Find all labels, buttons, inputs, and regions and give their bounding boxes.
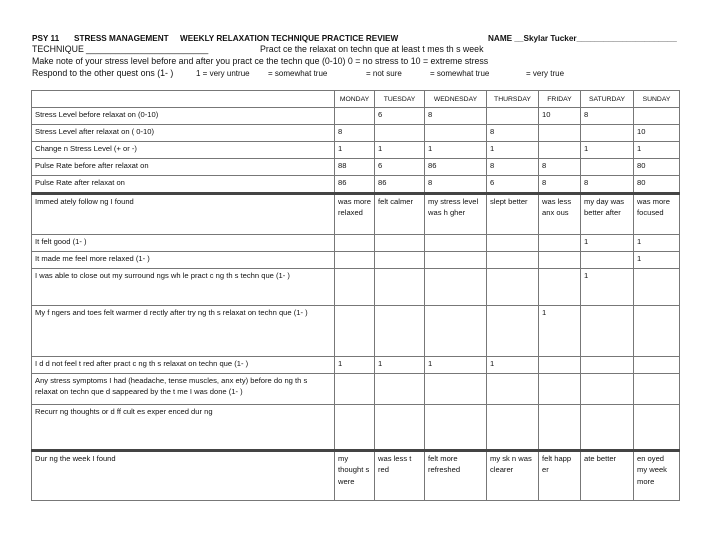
day-cell[interactable]: 10 [634,125,680,142]
day-cell[interactable] [375,306,425,357]
table-row [32,125,680,142]
row-label: I d d not feel t red after pract c ng th s relaxat on techn que (1- ) [32,357,335,374]
table-row [32,142,680,159]
day-header: TUESDAY [375,91,425,108]
form-title: WEEKLY RELAXATION TECHNIQUE PRACTICE REVIEW [180,34,399,43]
row-label: It made me feel more relaxed (1- ) [32,252,335,269]
day-cell[interactable] [425,125,487,142]
scale-4: = somewhat true [430,69,490,78]
day-cell[interactable] [425,235,487,252]
row-label: Stress Level after relaxat on ( 0-10) [32,125,335,142]
day-cell[interactable]: 8 [335,125,375,142]
day-cell[interactable]: 1 [539,306,581,357]
day-cell[interactable] [581,357,634,374]
day-cell[interactable]: 8 [425,176,487,194]
day-cell[interactable]: 86 [335,176,375,194]
day-cell[interactable] [539,374,581,405]
day-cell[interactable] [581,252,634,269]
day-cell[interactable]: 1 [487,142,539,159]
row-label: Any stress symptoms I had (headache, tense muscles, anx ety) before do ng th s relaxat on techn que d sappeared by the t me I was done (1- ) [32,374,335,405]
row-label: I was able to close out my surround ngs wh le pract c ng th s techn que (1- ) [32,269,335,306]
day-cell[interactable] [487,405,539,451]
row-label: Immed ately follow ng I found [32,194,335,235]
day-cell[interactable] [634,108,680,125]
table-row [32,306,680,357]
row-label: It felt good (1- ) [32,235,335,252]
table-row [32,176,680,194]
day-cell[interactable]: 1 [335,142,375,159]
day-cell[interactable]: 8 [581,176,634,194]
day-cell[interactable] [335,306,375,357]
row-label: My f ngers and toes felt warmer d rectly after try ng th s relaxat on techn que (1- ) [32,306,335,357]
table-row [32,194,680,235]
day-cell[interactable]: 86 [425,159,487,176]
day-cell[interactable] [375,125,425,142]
day-cell[interactable] [539,252,581,269]
day-cell[interactable]: 6 [375,159,425,176]
day-cell[interactable] [375,405,425,451]
day-cell[interactable]: 1 [375,142,425,159]
day-cell[interactable] [581,374,634,405]
day-cell[interactable]: 1 [634,142,680,159]
day-cell[interactable] [335,269,375,306]
day-cell[interactable] [335,235,375,252]
scale-1: 1 = very untrue [196,69,250,78]
day-cell[interactable] [487,252,539,269]
day-cell[interactable] [634,269,680,306]
scale-3: = not sure [366,69,402,78]
name-field[interactable]: NAME __Skylar Tucker______________________ [488,34,677,43]
day-cell[interactable]: 6 [375,108,425,125]
day-header-row [32,91,680,108]
table-row [32,252,680,269]
instruction-respond: Respond to the other quest ons (1- ) [32,68,174,78]
day-cell[interactable]: my day was better after [581,194,634,235]
day-cell[interactable]: my stress level was h gher [425,194,487,235]
day-cell[interactable]: felt calmer [375,194,425,235]
day-cell[interactable] [539,405,581,451]
day-cell[interactable] [487,306,539,357]
scale-2: = somewhat true [268,69,328,78]
day-cell[interactable]: en oyed my week more [634,451,680,501]
day-cell[interactable]: 8 [539,159,581,176]
day-cell[interactable]: 8 [425,108,487,125]
day-cell[interactable] [425,306,487,357]
day-cell[interactable]: 6 [487,176,539,194]
day-cell[interactable]: 1 [425,142,487,159]
day-header: SUNDAY [634,91,680,108]
day-cell[interactable]: 8 [581,108,634,125]
day-cell[interactable] [335,405,375,451]
table-row [32,374,680,405]
day-cell[interactable]: 8 [487,159,539,176]
day-cell[interactable] [581,405,634,451]
day-cell[interactable] [487,108,539,125]
day-cell[interactable]: 1 [634,252,680,269]
row-label: Dur ng the week I found [32,451,335,501]
instruction-stress: Make note of your stress level before and after you pract ce the techn que (0-10) 0 = no stress to 10 = extreme stress [32,56,489,66]
day-cell[interactable] [539,235,581,252]
day-cell[interactable] [581,125,634,142]
day-header: MONDAY [335,91,375,108]
topic-title: STRESS MANAGEMENT [74,34,169,43]
scale-5: = very true [526,69,565,78]
row-label: Change n Stress Level (+ or -) [32,142,335,159]
day-cell[interactable]: 1 [581,142,634,159]
table-row [32,405,680,451]
day-cell[interactable]: ate better [581,451,634,501]
day-cell[interactable]: 80 [634,159,680,176]
day-cell[interactable]: 88 [335,159,375,176]
day-cell[interactable] [581,159,634,176]
day-cell[interactable]: was more focused [634,194,680,235]
day-cell[interactable]: 1 [581,235,634,252]
day-cell[interactable] [634,306,680,357]
day-cell[interactable] [425,269,487,306]
day-header: FRIDAY [539,91,581,108]
day-header: SATURDAY [581,91,634,108]
day-cell[interactable]: 1 [487,357,539,374]
row-label: Pulse Rate before after relaxat on [32,159,335,176]
day-cell[interactable]: was less anx ous [539,194,581,235]
technique-label: TECHNIQUE [32,44,84,54]
day-cell[interactable] [487,235,539,252]
day-cell[interactable]: was more relaxed [335,194,375,235]
day-cell[interactable]: felt more refreshed [425,451,487,501]
day-cell[interactable]: 80 [634,176,680,194]
day-cell[interactable]: felt happ er [539,451,581,501]
table-row [32,357,680,374]
day-cell[interactable] [335,374,375,405]
row-label: Recurr ng thoughts or d ff cult es exper enced dur ng [32,405,335,451]
day-cell[interactable] [539,269,581,306]
day-header: WEDNESDAY [425,91,487,108]
day-cell[interactable] [425,252,487,269]
day-cell[interactable] [335,108,375,125]
table-row [32,235,680,252]
table-row [32,108,680,125]
day-cell[interactable] [335,252,375,269]
day-cell[interactable] [539,125,581,142]
row-label-header [32,91,335,108]
day-cell[interactable]: my thought s were [335,451,375,501]
day-cell[interactable]: 1 [634,235,680,252]
day-cell[interactable] [425,405,487,451]
day-cell[interactable] [539,357,581,374]
day-cell[interactable]: 86 [375,176,425,194]
day-cell[interactable] [375,374,425,405]
table-row [32,159,680,176]
day-cell[interactable]: 8 [487,125,539,142]
day-header: THURSDAY [487,91,539,108]
day-cell[interactable] [375,252,425,269]
day-cell[interactable] [581,306,634,357]
day-cell[interactable] [487,269,539,306]
day-cell[interactable]: was less t red [375,451,425,501]
day-cell[interactable]: 1 [335,357,375,374]
day-cell[interactable]: 8 [539,176,581,194]
day-cell[interactable]: slept better [487,194,539,235]
table-row [32,269,680,306]
day-cell[interactable] [375,235,425,252]
course-code: PSY 11 [32,34,60,43]
day-cell[interactable] [634,405,680,451]
day-cell[interactable]: 1 [581,269,634,306]
technique-blank[interactable]: _________________________ [86,44,209,54]
day-cell[interactable] [425,374,487,405]
practice-review-table [31,90,680,501]
table-row [32,451,680,501]
day-cell[interactable] [487,374,539,405]
day-cell[interactable]: my sk n was clearer [487,451,539,501]
row-label: Pulse Rate after relaxat on [32,176,335,194]
day-cell[interactable]: 1 [375,357,425,374]
day-cell[interactable]: 10 [539,108,581,125]
row-label: Stress Level before relaxat on (0-10) [32,108,335,125]
day-cell[interactable] [634,374,680,405]
day-cell[interactable]: 1 [425,357,487,374]
day-cell[interactable] [634,357,680,374]
practice-note: Pract ce the relaxat on techn que at least t mes th s week [260,44,484,54]
day-cell[interactable] [539,142,581,159]
day-cell[interactable] [375,269,425,306]
